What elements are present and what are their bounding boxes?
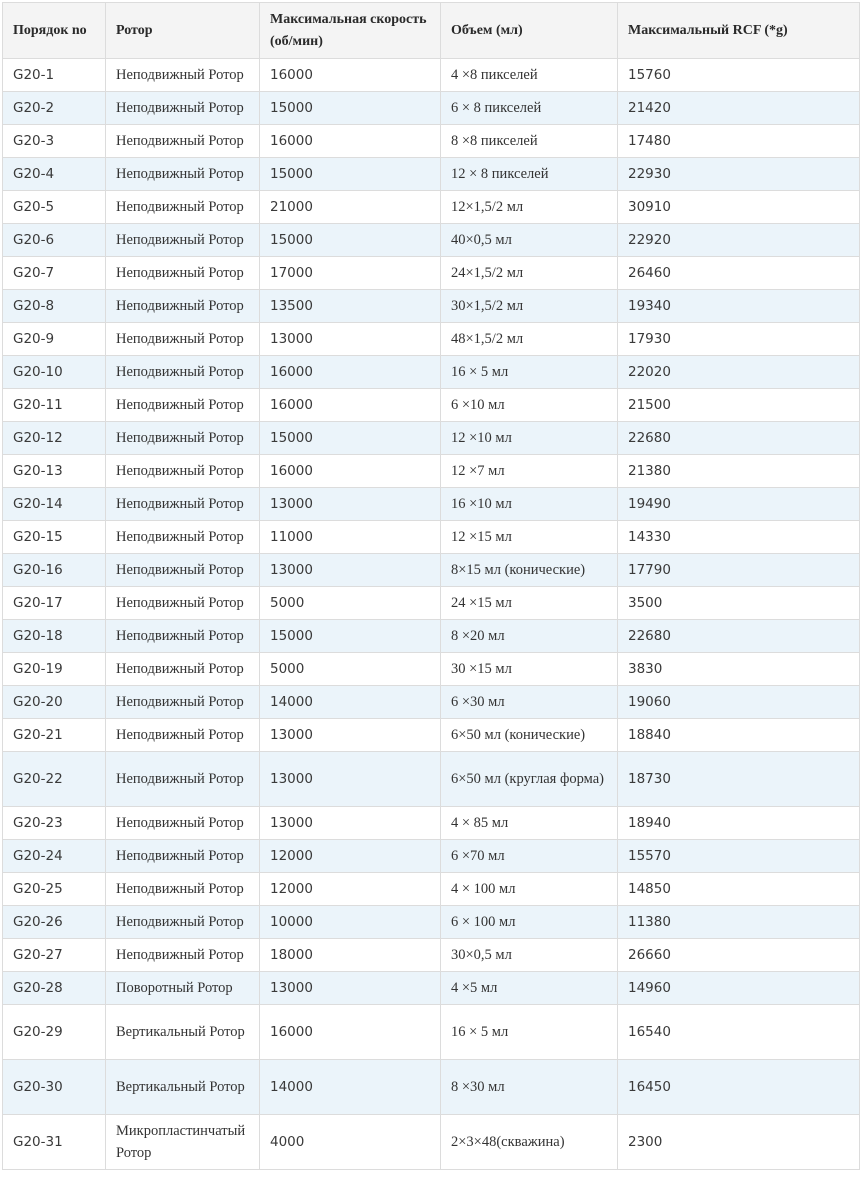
cell-rotor: Неподвижный Ротор bbox=[106, 158, 260, 191]
table-row bbox=[3, 191, 860, 224]
cell-rotor: Поворотный Ротор bbox=[106, 972, 260, 1005]
cell-max-speed: 5000 bbox=[260, 653, 441, 686]
table-row bbox=[3, 92, 860, 125]
cell-order-no: G20-23 bbox=[3, 807, 106, 840]
cell-order-no: G20-18 bbox=[3, 620, 106, 653]
cell-max-rcf: 18940 bbox=[618, 807, 860, 840]
cell-order-no: G20-2 bbox=[3, 92, 106, 125]
cell-volume: 12 × 8 пикселей bbox=[441, 158, 618, 191]
cell-order-no: G20-11 bbox=[3, 389, 106, 422]
cell-max-rcf: 14330 bbox=[618, 521, 860, 554]
cell-volume: 24 ×15 мл bbox=[441, 587, 618, 620]
table-header-row bbox=[3, 3, 860, 59]
cell-max-rcf: 17480 bbox=[618, 125, 860, 158]
cell-max-rcf: 16450 bbox=[618, 1060, 860, 1115]
cell-order-no: G20-17 bbox=[3, 587, 106, 620]
cell-max-rcf: 30910 bbox=[618, 191, 860, 224]
cell-order-no: G20-7 bbox=[3, 257, 106, 290]
cell-rotor: Неподвижный Ротор bbox=[106, 290, 260, 323]
cell-rotor: Неподвижный Ротор bbox=[106, 719, 260, 752]
cell-rotor: Неподвижный Ротор bbox=[106, 356, 260, 389]
cell-rotor: Неподвижный Ротор bbox=[106, 620, 260, 653]
cell-max-speed: 13000 bbox=[260, 972, 441, 1005]
cell-max-speed: 16000 bbox=[260, 1005, 441, 1060]
cell-volume: 24×1,5/2 мл bbox=[441, 257, 618, 290]
header-max-speed: Максимальная скорость (об/мин) bbox=[260, 3, 441, 59]
table-row bbox=[3, 972, 860, 1005]
cell-volume: 12 ×10 мл bbox=[441, 422, 618, 455]
cell-max-rcf: 19340 bbox=[618, 290, 860, 323]
cell-volume: 6 × 8 пикселей bbox=[441, 92, 618, 125]
cell-volume: 6×50 мл (конические) bbox=[441, 719, 618, 752]
cell-volume: 12 ×15 мл bbox=[441, 521, 618, 554]
cell-max-speed: 13000 bbox=[260, 752, 441, 807]
cell-max-rcf: 11380 bbox=[618, 906, 860, 939]
cell-max-speed: 16000 bbox=[260, 356, 441, 389]
table-row bbox=[3, 807, 860, 840]
cell-order-no: G20-5 bbox=[3, 191, 106, 224]
cell-max-speed: 13500 bbox=[260, 290, 441, 323]
rotor-spec-table bbox=[2, 2, 860, 1170]
cell-max-speed: 13000 bbox=[260, 554, 441, 587]
cell-volume: 6 ×30 мл bbox=[441, 686, 618, 719]
cell-max-rcf: 18730 bbox=[618, 752, 860, 807]
cell-max-speed: 13000 bbox=[260, 488, 441, 521]
cell-rotor: Неподвижный Ротор bbox=[106, 389, 260, 422]
cell-volume: 16 × 5 мл bbox=[441, 1005, 618, 1060]
cell-order-no: G20-25 bbox=[3, 873, 106, 906]
cell-rotor: Неподвижный Ротор bbox=[106, 59, 260, 92]
table-row bbox=[3, 323, 860, 356]
table-body bbox=[3, 59, 860, 1170]
cell-max-speed: 4000 bbox=[260, 1115, 441, 1170]
cell-max-speed: 12000 bbox=[260, 873, 441, 906]
cell-volume: 30×1,5/2 мл bbox=[441, 290, 618, 323]
cell-order-no: G20-6 bbox=[3, 224, 106, 257]
cell-order-no: G20-19 bbox=[3, 653, 106, 686]
table-row bbox=[3, 939, 860, 972]
cell-volume: 6 × 100 мл bbox=[441, 906, 618, 939]
cell-max-speed: 21000 bbox=[260, 191, 441, 224]
cell-volume: 4 × 100 мл bbox=[441, 873, 618, 906]
cell-max-rcf: 14960 bbox=[618, 972, 860, 1005]
cell-order-no: G20-8 bbox=[3, 290, 106, 323]
table-row bbox=[3, 587, 860, 620]
table-row bbox=[3, 455, 860, 488]
cell-volume: 6 ×70 мл bbox=[441, 840, 618, 873]
table-row bbox=[3, 1060, 860, 1115]
cell-max-speed: 18000 bbox=[260, 939, 441, 972]
table-row bbox=[3, 1005, 860, 1060]
cell-max-speed: 17000 bbox=[260, 257, 441, 290]
cell-volume: 4 ×8 пикселей bbox=[441, 59, 618, 92]
cell-order-no: G20-3 bbox=[3, 125, 106, 158]
cell-max-speed: 16000 bbox=[260, 455, 441, 488]
cell-rotor: Неподвижный Ротор bbox=[106, 455, 260, 488]
cell-rotor: Микропластинчатый Ротор bbox=[106, 1115, 260, 1170]
cell-max-speed: 10000 bbox=[260, 906, 441, 939]
cell-max-speed: 13000 bbox=[260, 719, 441, 752]
cell-rotor: Неподвижный Ротор bbox=[106, 939, 260, 972]
cell-volume: 8 ×8 пикселей bbox=[441, 125, 618, 158]
cell-max-speed: 11000 bbox=[260, 521, 441, 554]
cell-volume: 8 ×30 мл bbox=[441, 1060, 618, 1115]
cell-rotor: Вертикальный Ротор bbox=[106, 1060, 260, 1115]
table-row bbox=[3, 422, 860, 455]
table-row bbox=[3, 752, 860, 807]
cell-max-rcf: 17930 bbox=[618, 323, 860, 356]
cell-rotor: Неподвижный Ротор bbox=[106, 323, 260, 356]
cell-rotor: Неподвижный Ротор bbox=[106, 873, 260, 906]
table-row bbox=[3, 356, 860, 389]
cell-max-speed: 15000 bbox=[260, 224, 441, 257]
header-rotor: Ротор bbox=[106, 3, 260, 59]
cell-max-speed: 13000 bbox=[260, 807, 441, 840]
cell-rotor: Неподвижный Ротор bbox=[106, 125, 260, 158]
table-row bbox=[3, 224, 860, 257]
cell-max-rcf: 22020 bbox=[618, 356, 860, 389]
cell-rotor: Неподвижный Ротор bbox=[106, 840, 260, 873]
cell-order-no: G20-4 bbox=[3, 158, 106, 191]
table-row bbox=[3, 653, 860, 686]
table-row bbox=[3, 719, 860, 752]
table-row bbox=[3, 906, 860, 939]
cell-volume: 12×1,5/2 мл bbox=[441, 191, 618, 224]
cell-volume: 16 ×10 мл bbox=[441, 488, 618, 521]
cell-volume: 4 ×5 мл bbox=[441, 972, 618, 1005]
table-row bbox=[3, 873, 860, 906]
cell-max-rcf: 22930 bbox=[618, 158, 860, 191]
cell-volume: 16 × 5 мл bbox=[441, 356, 618, 389]
cell-volume: 2×3×48(скважина) bbox=[441, 1115, 618, 1170]
cell-max-speed: 15000 bbox=[260, 158, 441, 191]
cell-max-rcf: 3830 bbox=[618, 653, 860, 686]
cell-max-rcf: 14850 bbox=[618, 873, 860, 906]
table-row bbox=[3, 686, 860, 719]
cell-rotor: Неподвижный Ротор bbox=[106, 906, 260, 939]
cell-max-speed: 15000 bbox=[260, 422, 441, 455]
cell-max-rcf: 15570 bbox=[618, 840, 860, 873]
cell-max-speed: 5000 bbox=[260, 587, 441, 620]
cell-max-rcf: 2300 bbox=[618, 1115, 860, 1170]
cell-max-rcf: 19490 bbox=[618, 488, 860, 521]
table-row bbox=[3, 1115, 860, 1170]
cell-max-rcf: 15760 bbox=[618, 59, 860, 92]
cell-volume: 8×15 мл (конические) bbox=[441, 554, 618, 587]
table-row bbox=[3, 521, 860, 554]
cell-order-no: G20-14 bbox=[3, 488, 106, 521]
cell-order-no: G20-31 bbox=[3, 1115, 106, 1170]
cell-rotor: Неподвижный Ротор bbox=[106, 686, 260, 719]
cell-max-rcf: 26660 bbox=[618, 939, 860, 972]
cell-volume: 8 ×20 мл bbox=[441, 620, 618, 653]
table-row bbox=[3, 389, 860, 422]
cell-rotor: Неподвижный Ротор bbox=[106, 554, 260, 587]
cell-max-speed: 16000 bbox=[260, 59, 441, 92]
cell-volume: 12 ×7 мл bbox=[441, 455, 618, 488]
table-row bbox=[3, 840, 860, 873]
cell-order-no: G20-22 bbox=[3, 752, 106, 807]
table-row bbox=[3, 290, 860, 323]
cell-max-speed: 14000 bbox=[260, 1060, 441, 1115]
cell-volume: 30×0,5 мл bbox=[441, 939, 618, 972]
cell-volume: 40×0,5 мл bbox=[441, 224, 618, 257]
cell-order-no: G20-30 bbox=[3, 1060, 106, 1115]
cell-rotor: Неподвижный Ротор bbox=[106, 587, 260, 620]
cell-max-speed: 12000 bbox=[260, 840, 441, 873]
cell-rotor: Вертикальный Ротор bbox=[106, 1005, 260, 1060]
cell-order-no: G20-28 bbox=[3, 972, 106, 1005]
cell-max-rcf: 22920 bbox=[618, 224, 860, 257]
cell-max-rcf: 3500 bbox=[618, 587, 860, 620]
cell-max-rcf: 22680 bbox=[618, 422, 860, 455]
table-row bbox=[3, 620, 860, 653]
cell-volume: 6×50 мл (круглая форма) bbox=[441, 752, 618, 807]
cell-max-speed: 16000 bbox=[260, 389, 441, 422]
cell-max-rcf: 21500 bbox=[618, 389, 860, 422]
cell-volume: 48×1,5/2 мл bbox=[441, 323, 618, 356]
table-row bbox=[3, 554, 860, 587]
cell-max-rcf: 19060 bbox=[618, 686, 860, 719]
cell-order-no: G20-21 bbox=[3, 719, 106, 752]
cell-max-rcf: 17790 bbox=[618, 554, 860, 587]
cell-order-no: G20-15 bbox=[3, 521, 106, 554]
cell-volume: 30 ×15 мл bbox=[441, 653, 618, 686]
cell-order-no: G20-27 bbox=[3, 939, 106, 972]
cell-order-no: G20-1 bbox=[3, 59, 106, 92]
cell-max-rcf: 22680 bbox=[618, 620, 860, 653]
cell-rotor: Неподвижный Ротор bbox=[106, 191, 260, 224]
cell-rotor: Неподвижный Ротор bbox=[106, 752, 260, 807]
table-row bbox=[3, 59, 860, 92]
cell-max-rcf: 16540 bbox=[618, 1005, 860, 1060]
table-row bbox=[3, 158, 860, 191]
cell-rotor: Неподвижный Ротор bbox=[106, 224, 260, 257]
cell-order-no: G20-10 bbox=[3, 356, 106, 389]
cell-max-speed: 15000 bbox=[260, 620, 441, 653]
cell-order-no: G20-20 bbox=[3, 686, 106, 719]
cell-order-no: G20-16 bbox=[3, 554, 106, 587]
cell-order-no: G20-12 bbox=[3, 422, 106, 455]
cell-max-speed: 15000 bbox=[260, 92, 441, 125]
cell-order-no: G20-9 bbox=[3, 323, 106, 356]
cell-max-rcf: 21420 bbox=[618, 92, 860, 125]
cell-volume: 4 × 85 мл bbox=[441, 807, 618, 840]
cell-order-no: G20-24 bbox=[3, 840, 106, 873]
cell-max-rcf: 26460 bbox=[618, 257, 860, 290]
cell-rotor: Неподвижный Ротор bbox=[106, 807, 260, 840]
table-row bbox=[3, 257, 860, 290]
header-order-no: Порядок no bbox=[3, 3, 106, 59]
cell-order-no: G20-29 bbox=[3, 1005, 106, 1060]
cell-rotor: Неподвижный Ротор bbox=[106, 422, 260, 455]
table-row bbox=[3, 488, 860, 521]
header-max-rcf: Максимальный RCF (*g) bbox=[618, 3, 860, 59]
cell-max-speed: 14000 bbox=[260, 686, 441, 719]
cell-max-speed: 16000 bbox=[260, 125, 441, 158]
cell-max-rcf: 21380 bbox=[618, 455, 860, 488]
header-volume: Объем (мл) bbox=[441, 3, 618, 59]
cell-order-no: G20-26 bbox=[3, 906, 106, 939]
cell-max-rcf: 18840 bbox=[618, 719, 860, 752]
cell-order-no: G20-13 bbox=[3, 455, 106, 488]
cell-rotor: Неподвижный Ротор bbox=[106, 92, 260, 125]
cell-rotor: Неподвижный Ротор bbox=[106, 488, 260, 521]
table-row bbox=[3, 125, 860, 158]
cell-rotor: Неподвижный Ротор bbox=[106, 257, 260, 290]
cell-max-speed: 13000 bbox=[260, 323, 441, 356]
cell-rotor: Неподвижный Ротор bbox=[106, 653, 260, 686]
cell-volume: 6 ×10 мл bbox=[441, 389, 618, 422]
cell-rotor: Неподвижный Ротор bbox=[106, 521, 260, 554]
